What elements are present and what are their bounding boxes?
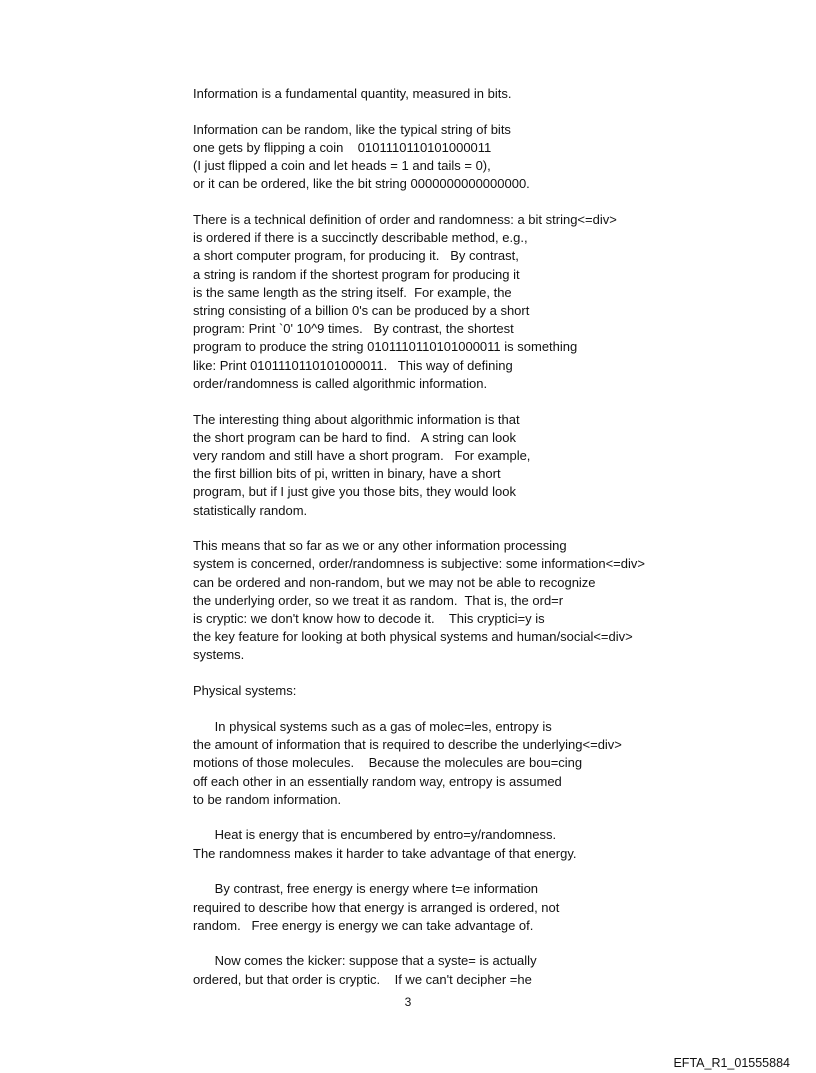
text-line: By contrast, free energy is energy where t=e information bbox=[193, 881, 539, 897]
paragraph bbox=[193, 718, 753, 809]
paragraph bbox=[193, 880, 753, 935]
text-line: order/randomness is called algorithmic information. bbox=[193, 375, 488, 391]
text-line: to be random information. bbox=[193, 791, 342, 807]
text-line: string consisting of a billion 0's can be produced by a short bbox=[193, 303, 530, 319]
text-line: required to describe how that energy is arranged is ordered, not bbox=[193, 899, 560, 915]
text-line: can be ordered and non-random, but we may not be able to recognize bbox=[193, 574, 596, 590]
text-line: or it can be ordered, like the bit string 0000000000000000. bbox=[193, 176, 530, 192]
text-line: like: Print 0101110110101000011. This way of defining bbox=[193, 357, 513, 373]
text-line: off each other in an essentially random way, entropy is assumed bbox=[193, 773, 562, 789]
paragraph bbox=[193, 952, 753, 988]
text-line: This means that so far as we or any other information processing bbox=[193, 538, 567, 554]
text-line: The interesting thing about algorithmic information is that bbox=[193, 411, 520, 427]
paragraph bbox=[193, 537, 753, 664]
paragraph bbox=[193, 85, 753, 103]
text-line: a short computer program, for producing it. By contrast, bbox=[193, 248, 519, 264]
text-line: statistically random. bbox=[193, 502, 308, 518]
text-line: very random and still have a short program. For example, bbox=[193, 447, 531, 463]
text-line: program: Print `0' 10^9 times. By contrast, the shortest bbox=[193, 321, 514, 337]
text-line: There is a technical definition of order and randomness: a bit string<=div> bbox=[193, 212, 617, 228]
text-line: the key feature for looking at both physical systems and human/social<=div> bbox=[193, 629, 633, 645]
text-line: (I just flipped a coin and let heads = 1 and tails = 0), bbox=[193, 158, 491, 174]
text-line: systems. bbox=[193, 647, 245, 663]
text-line: program to produce the string 0101110110101000011 is something bbox=[193, 339, 578, 355]
text-line: Heat is energy that is encumbered by entro=y/randomness. bbox=[193, 827, 557, 843]
text-line: Now comes the kicker: suppose that a syste= is actually bbox=[193, 953, 537, 969]
text-line: is ordered if there is a succinctly describable method, e.g., bbox=[193, 230, 528, 246]
paragraph bbox=[193, 211, 753, 393]
text-line: the first billion bits of pi, written in binary, have a short bbox=[193, 466, 501, 482]
text-line: is cryptic: we don't know how to decode it. This cryptici=y is bbox=[193, 611, 545, 627]
text-line: program, but if I just give you those bits, they would look bbox=[193, 484, 517, 500]
text-line: a string is random if the shortest program for producing it bbox=[193, 266, 520, 282]
paragraph bbox=[193, 826, 753, 862]
text-line: the underlying order, so we treat it as random. That is, the ord=r bbox=[193, 592, 564, 608]
text-line: the short program can be hard to find. A string can look bbox=[193, 429, 517, 445]
text-line: system is concerned, order/randomness is subjective: some information<=div> bbox=[193, 556, 645, 572]
page-number: 3 bbox=[404, 995, 412, 1009]
text-line: In physical systems such as a gas of molec=les, entropy is bbox=[193, 718, 552, 734]
text-line: one gets by flipping a coin 0101110110101000011 bbox=[193, 139, 492, 155]
text-line: The randomness makes it harder to take advantage of that energy. bbox=[193, 845, 577, 861]
document-body bbox=[193, 85, 753, 1006]
text-line: Information can be random, like the typical string of bits bbox=[193, 121, 511, 137]
text-line: random. Free energy is energy we can take advantage of. bbox=[193, 917, 534, 933]
text-line: ordered, but that order is cryptic. If we can't decipher =he bbox=[193, 971, 532, 987]
document-id: EFTA_R1_01555884 bbox=[673, 1056, 790, 1070]
paragraph bbox=[193, 121, 753, 194]
text-line: is the same length as the string itself. For example, the bbox=[193, 284, 512, 300]
text-line: Physical systems: bbox=[193, 683, 297, 699]
text-line: motions of those molecules. Because the molecules are bou=cing bbox=[193, 755, 583, 771]
paragraph bbox=[193, 682, 753, 700]
paragraph bbox=[193, 411, 753, 520]
text-line: the amount of information that is required to describe the underlying<=div> bbox=[193, 737, 622, 753]
text-line: Information is a fundamental quantity, measured in bits. bbox=[193, 86, 512, 101]
